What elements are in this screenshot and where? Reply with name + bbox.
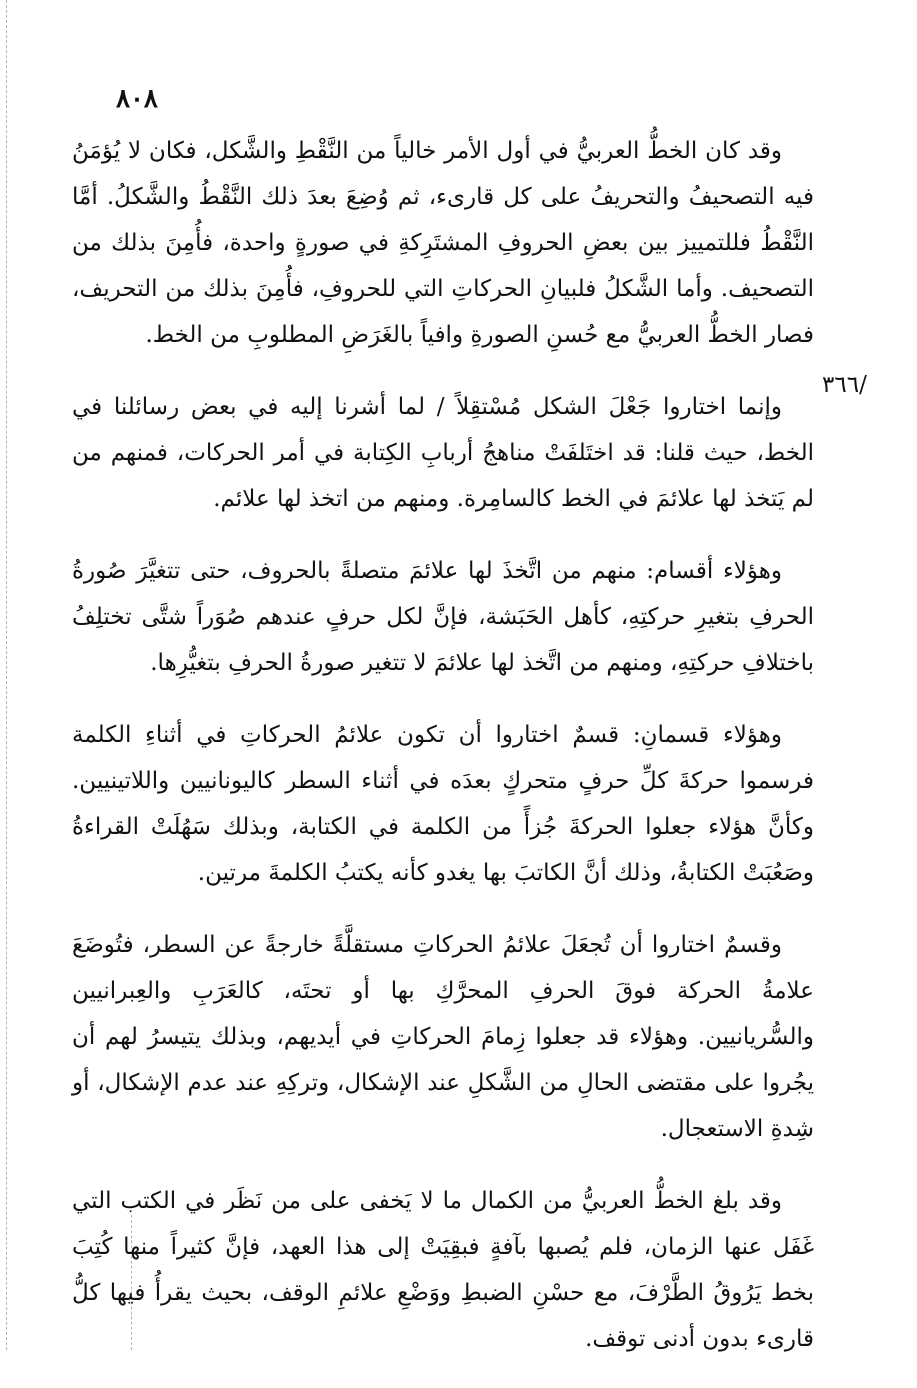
paragraph: وهؤلاء أقسام: منهم من اتَّخذَ لها علائمَ متصلةً بالحروف، حتى تتغيَّرَ صُورةُ الحرفِ بتغيرِ حركتِهِ، كأهل الحَبَشة، فإنَّ لكل حرفٍ عندهم صُوَراً شتَّى تختلِفُ باختلافِ حركتِهِ، ومنهم من اتَّخذ لها علائمَ لا تتغير صورةُ الحرفِ بتغيُّرِها.	[72, 558, 814, 676]
paragraph: وقسمٌ اختاروا أن تُجعَلَ علائمُ الحركاتِ مستقلَّةً خارجةً عن السطر، فتُوضَعَ علامةُ الحركة فوقَ الحرفِ المحرَّكِ بها أو تحتَه، كالعَرَبِ والعِبرانيين والسُّريانيين. وهؤلاء قد جعلوا زِمامَ الحركاتِ في أيديهم، وبذلك يتيسرُ لهم أن يجُروا على مقتضى الحالِ من الشَّكلِ عند الإشكال، وتركِهِ عند عدم الإشكال، أو شِدةِ الاستعجال.	[72, 932, 814, 1142]
paragraph: وقد بلغ الخطُّ العربيُّ من الكمال ما لا يَخفى على من نَظَر في الكتب التي غَفَل عنها الزمان، فلم يُصبها بآفةٍ فبقِيَتْ إلى هذا العهد، فإنَّ كثيراً منها كُتِبَ بخط يَرُوقُ الطَّرْفَ، مع حسْنِ الضبطِ ووَضْعِ علائمِ الوقف، بحيث يقرأُ فيها كلُّ قارىء بدون أدنى توقف.	[72, 1188, 814, 1352]
paragraph: وهؤلاء قسمانِ: قسمٌ اختاروا أن تكون علائمُ الحركاتِ في أثناءِ الكلمة فرسموا حركةَ كلِّ حرفٍ متحركٍ بعدَه في أثناء السطر كاليونانيين واللاتينيين. وكأنَّ هؤلاء جعلوا الحركةَ جُزأً من الكلمة في الكتابة، وبذلك سَهُلَتْ القراءةُ وصَعُبَتْ الكتابةُ، وذلك أنَّ الكاتبَ بها يغدو كأنه يكتبُ الكلمةَ مرتين.	[72, 722, 814, 886]
scan-gutter-line	[6, 0, 7, 1350]
body-text	[72, 128, 814, 1388]
page-number: ٨٠٨	[116, 84, 158, 114]
paragraph: وقد كان الخطُّ العربيُّ في أول الأمر خالياً من النَّقْطِ والشَّكل، فكان لا يُؤمَنُ فيه التصحيفُ والتحريفُ على كل قارىء، ثم وُضِعَ بعدَ ذلك النَّقْطُ والشَّكلُ. أمَّا النَّقْطُ فللتمييز بين بعضِ الحروفِ المشتَرِكةِ في صورةٍ واحدة، فأُمِنَ بذلك من التصحيف. وأما الشَّكلُ فلبيانِ الحركاتِ التي للحروفِ، فأُمِنَ بذلك من التحريف، فصار الخطُّ العربيُّ مع حُسنِ الصورةِ وافياً بالغَرَضِ المطلوبِ من الخط.	[72, 138, 814, 348]
paragraph: وإنما اختاروا جَعْلَ الشكل مُسْتقِلاً / لما أشرنا إليه في بعض رسائلنا في الخط، حيث قلنا: قد اختَلفَتْ مناهجُ أربابِ الكِتابة في أمر الحركات، فمنهم من لم يَتخذ لها علائمَ في الخط كالسامِرة. ومنهم من اتخذ لها علائم.	[72, 394, 814, 512]
margin-page-reference: /٣٦٦	[822, 372, 867, 398]
